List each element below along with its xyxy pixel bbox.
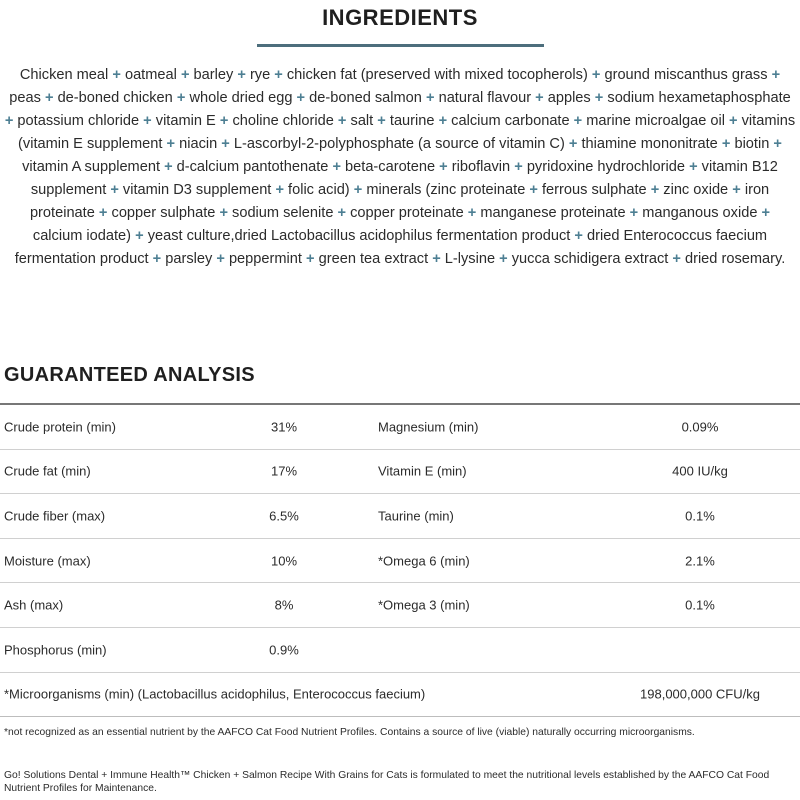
guaranteed-analysis-title: GUARANTEED ANALYSIS (4, 364, 255, 386)
table-row (0, 405, 800, 450)
nutrient-label: Phosphorus (min) (4, 642, 107, 658)
plus-separator: + (594, 90, 604, 106)
ingredient-item: beta-carotene (345, 159, 436, 175)
ingredient-item: sodium selenite (232, 205, 334, 221)
plus-separator: + (425, 90, 435, 106)
title-underline (257, 44, 544, 47)
plus-separator: + (221, 136, 230, 152)
ingredient-item: biotin (734, 136, 770, 152)
plus-separator: + (432, 251, 441, 267)
ingredient-item: apples (547, 90, 591, 106)
nutrient-value: 0.1% (685, 597, 715, 613)
ingredient-item: vitamin D3 supplement (122, 182, 272, 198)
plus-separator: + (467, 205, 477, 221)
plus-separator: + (176, 90, 186, 106)
ingredient-item: marine microalgae oil (586, 113, 725, 129)
ingredients-list (4, 64, 796, 271)
plus-separator: + (689, 159, 698, 175)
ingredient-item: L-ascorbyl-2-polyphosphate (a source of vitamin C) (233, 136, 565, 152)
nutrient-label: Vitamin E (min) (378, 463, 467, 479)
ingredient-item: de-boned salmon (309, 90, 422, 106)
plus-separator: + (761, 205, 771, 221)
aafco-statement: Go! Solutions Dental + Immune Health™ Chicken + Salmon Recipe With Grains for Cats is formulated to meet the nutritional levels established by the AAFCO Cat Food Nutrient Profiles for Maintenance. (4, 770, 770, 794)
ingredient-item: yeast culture,dried Lactobacillus acidophilus fermentation product (147, 228, 571, 244)
ingredient-item: taurine (389, 113, 435, 129)
ingredient-item: zinc oxide (663, 182, 729, 198)
nutrient-value: 8% (274, 597, 294, 613)
nutrient-label: Magnesium (min) (378, 419, 479, 435)
ingredient-item: potassium chloride (17, 113, 140, 129)
nutrient-label: Taurine (min) (378, 508, 454, 524)
ingredient-item: ferrous sulphate (541, 182, 647, 198)
ingredient-item: manganese proteinate (480, 205, 626, 221)
nutrient-value: 198,000,000 CFU/kg (640, 686, 760, 702)
plus-separator: + (721, 136, 731, 152)
plus-separator: + (112, 67, 121, 83)
ingredient-item: peas (9, 90, 41, 106)
plus-separator: + (306, 251, 315, 267)
nutrient-label: Crude fiber (max) (4, 508, 106, 524)
ingredient-item: vitamin B12 supplement (30, 159, 778, 198)
nutrient-label: Ash (max) (4, 597, 64, 613)
plus-separator: + (514, 159, 523, 175)
ingredient-item: sodium hexametaphosphate (607, 90, 791, 106)
plus-separator: + (337, 113, 347, 129)
ingredient-item: dried Enterococcus faecium fermentation product (14, 228, 768, 267)
plus-separator: + (568, 136, 578, 152)
plus-separator: + (353, 182, 363, 198)
ingredient-item: d-calcium pantothenate (176, 159, 329, 175)
guaranteed-analysis-table (0, 405, 800, 717)
nutrient-label: Crude protein (min) (4, 419, 116, 435)
ingredient-item: chicken fat (preserved with mixed tocopherols) (286, 67, 588, 83)
ingredient-item: barley (193, 67, 234, 83)
plus-separator: + (771, 67, 781, 83)
ingredient-item: pyridoxine hydrochloride (526, 159, 685, 175)
table-row (0, 628, 800, 673)
nutrient-label: Crude fat (min) (4, 463, 91, 479)
plus-separator: + (143, 113, 152, 129)
plus-separator: + (98, 205, 108, 221)
ingredient-item: iron proteinate (29, 182, 770, 221)
ingredient-item: copper sulphate (111, 205, 216, 221)
ingredient-item: whole dried egg (189, 90, 293, 106)
plus-separator: + (237, 67, 246, 83)
ingredient-item: peppermint (228, 251, 302, 267)
ingredient-item: vitamins (vitamin E supplement (18, 113, 796, 152)
ingredient-item: de-boned chicken (57, 90, 173, 106)
plus-separator: + (332, 159, 341, 175)
nutrient-value: 10% (270, 553, 298, 569)
plus-separator: + (164, 159, 173, 175)
plus-separator: + (529, 182, 538, 198)
ingredient-item: vitamin A supplement (22, 159, 160, 175)
plus-separator: + (216, 251, 225, 267)
plus-separator: + (574, 228, 583, 244)
plus-separator: + (773, 136, 782, 152)
plus-separator: + (729, 113, 738, 129)
nutrient-value: 17% (270, 463, 298, 479)
plus-separator: + (650, 182, 660, 198)
ingredient-item: thiamine mononitrate (581, 136, 718, 152)
nutrient-value: 400 IU/kg (672, 463, 728, 479)
ingredient-item: calcium iodate) (32, 228, 132, 244)
ingredient-item: ground miscanthus grass (604, 67, 768, 83)
nutrient-label: *Omega 3 (min) (378, 597, 470, 613)
plus-separator: + (152, 251, 162, 267)
table-row (0, 583, 800, 628)
plus-separator: + (591, 67, 601, 83)
plus-separator: + (337, 205, 347, 221)
nutrient-label: *Microorganisms (min) (Lactobacillus acidophilus, Enterococcus faecium) (4, 686, 426, 702)
plus-separator: + (219, 205, 228, 221)
nutrient-value: 6.5% (269, 508, 299, 524)
table-row (0, 539, 800, 584)
ingredient-item: rye (249, 67, 271, 83)
plus-separator: + (438, 113, 448, 129)
ingredient-item: dried rosemary. (684, 251, 786, 267)
ingredient-item: vitamin E (155, 113, 216, 129)
ingredient-item: natural flavour (438, 90, 532, 106)
plus-separator: + (44, 90, 54, 106)
plus-separator: + (672, 251, 681, 267)
plus-separator: + (180, 67, 190, 83)
ingredient-item: Chicken meal (19, 67, 109, 83)
nutrient-label: *Omega 6 (min) (378, 553, 470, 569)
plus-separator: + (166, 136, 176, 152)
plus-separator: + (732, 182, 741, 198)
ingredient-item: riboflavin (451, 159, 511, 175)
ingredient-item: copper proteinate (350, 205, 464, 221)
ingredient-item: L-lysine (444, 251, 496, 267)
nutrient-label: Moisture (max) (4, 553, 91, 569)
plus-separator: + (573, 113, 583, 129)
ingredient-item: calcium carbonate (451, 113, 570, 129)
ingredient-item: choline chloride (232, 113, 334, 129)
ingredients-title: INGREDIENTS (322, 5, 478, 30)
plus-separator: + (275, 182, 284, 198)
ingredient-item: yucca schidigera extract (511, 251, 669, 267)
table-row (0, 450, 800, 495)
plus-separator: + (439, 159, 448, 175)
ingredient-item: oatmeal (124, 67, 177, 83)
plus-separator: + (274, 67, 283, 83)
ingredient-item: salt (350, 113, 374, 129)
ingredient-item: folic acid) (288, 182, 350, 198)
plus-separator: + (4, 113, 14, 129)
plus-separator: + (219, 113, 229, 129)
plus-separator: + (535, 90, 544, 106)
plus-separator: + (377, 113, 386, 129)
ingredient-item: parsley (165, 251, 213, 267)
nutrient-value: 0.9% (269, 642, 299, 658)
plus-separator: + (110, 182, 119, 198)
nutrient-value: 0.09% (681, 419, 719, 435)
ingredient-item: manganous oxide (642, 205, 758, 221)
footnote: *not recognized as an essential nutrient by the AAFCO Cat Food Nutrient Profiles. Contains a source of live (viable) naturally occurring microorganisms. (4, 727, 695, 738)
ingredient-item: niacin (179, 136, 218, 152)
nutrient-value: 2.1% (685, 553, 715, 569)
table-row (0, 494, 800, 539)
ingredient-item: minerals (zinc proteinate (366, 182, 526, 198)
plus-separator: + (296, 90, 306, 106)
ingredient-item: green tea extract (318, 251, 429, 267)
nutrient-value: 31% (270, 419, 298, 435)
plus-separator: + (499, 251, 508, 267)
table-row-microorganisms (0, 673, 800, 718)
nutrient-value: 0.1% (685, 508, 715, 524)
plus-separator: + (135, 228, 144, 244)
plus-separator: + (629, 205, 639, 221)
